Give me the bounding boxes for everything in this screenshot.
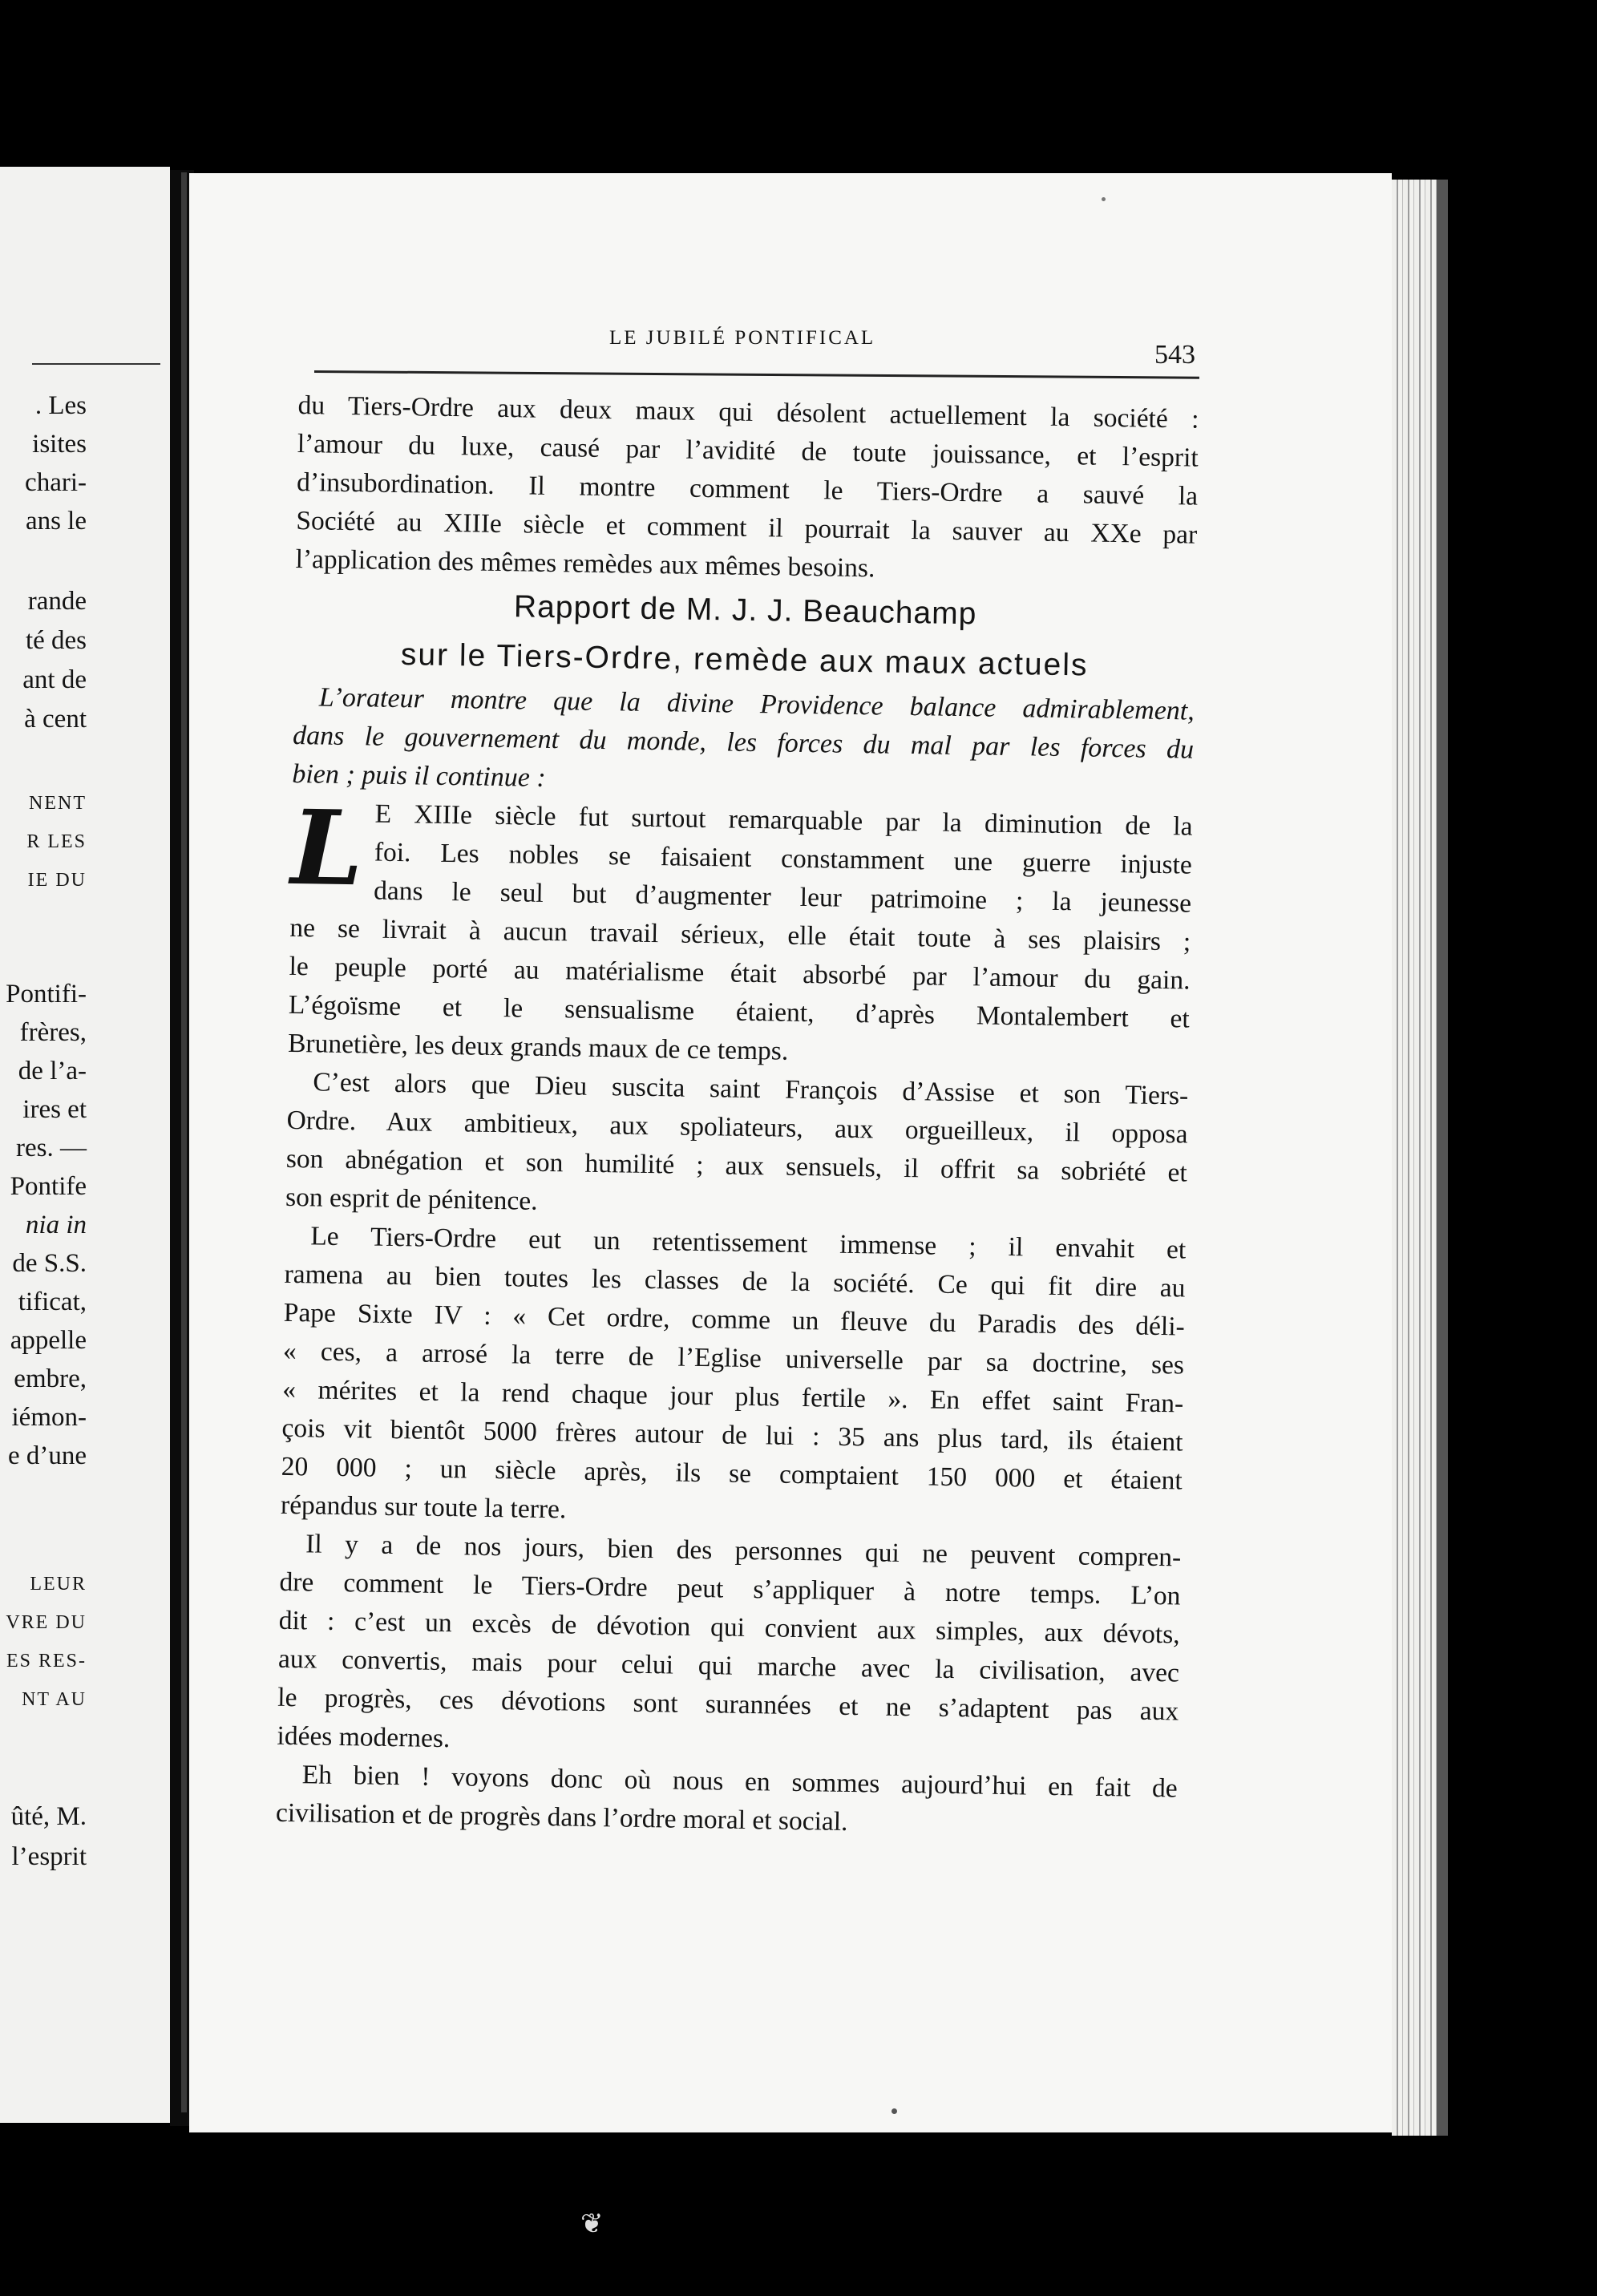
left-page-line: rande <box>27 587 87 616</box>
paragraph-continued <box>295 386 1199 593</box>
left-page-line: tificat, <box>18 1287 87 1316</box>
text-line: le progrès, ces dévotions sont surannées et ne s’adaptent pas aux <box>277 1682 1179 1727</box>
left-page-line: ans le <box>25 507 87 536</box>
left-page-line: IE DU <box>27 870 87 891</box>
text-line: ramena au bien toutes les classes de la société. Ce qui fit dire au <box>284 1259 1186 1304</box>
text-line: Brunetière, les deux grands maux de ce temps. <box>287 1028 789 1066</box>
paragraph <box>276 1756 1178 1847</box>
text-line: çois vit bientôt 5000 frères autour de lui : 35 ans plus tard, ils étaient <box>281 1413 1183 1457</box>
text-line: aux convertis, mais pour celui qui marche avec la civilisation, avec <box>277 1643 1180 1688</box>
paragraph <box>281 1217 1187 1539</box>
left-page-line: iémon- <box>11 1403 87 1432</box>
text-line: L’égoïsme et le sensualisme étaient, d’après Montalembert et <box>288 989 1191 1034</box>
text-line: son abnégation et son humilité ; aux sensuels, il offrit sa sobriété et <box>285 1143 1188 1188</box>
text-line: Société au XIIIe siècle et comment il pourrait la sauver au XXe par <box>296 505 1198 550</box>
left-page-line: de S.S. <box>12 1249 87 1278</box>
binding-edge <box>181 172 187 2112</box>
left-page-line: té des <box>25 626 87 655</box>
left-page-line: R LES <box>26 831 87 852</box>
text-line: Le Tiers-Ordre eut un retentissement immense ; il envahit et <box>310 1221 1187 1265</box>
page-number: 543 <box>1154 340 1195 370</box>
page-edges <box>1392 180 1437 2136</box>
paragraph-drop-cap <box>287 787 1193 1077</box>
left-page-line: frères, <box>19 1018 87 1047</box>
left-page-line: ant de <box>22 665 87 694</box>
text-line: foi. Les nobles se faisaient constamment une guerre injuste <box>374 837 1193 880</box>
left-page-line: chari- <box>25 468 87 497</box>
text-line: dit : c’est un excès de dévotion qui convient aux simples, aux dévots, <box>278 1605 1180 1650</box>
left-page-line: . Les <box>34 391 87 420</box>
left-page-line: ES RES- <box>6 1651 87 1671</box>
text-line: C’est alors que Dieu suscita saint François d’Assise et son Tiers- <box>313 1067 1189 1111</box>
left-page-line: nia in <box>25 1211 87 1239</box>
left-page-line: VRE DU <box>6 1612 87 1633</box>
left-page-line: l’esprit <box>11 1842 87 1871</box>
paper-speck <box>1102 197 1106 201</box>
section-heading: Rapport de M. J. J. Beauchamp <box>513 589 977 632</box>
text-line: Pape Sixte IV : « Cet ordre, comme un fleuve du Paradis des déli- <box>283 1297 1186 1342</box>
paper-speck <box>891 2108 897 2114</box>
left-page-line: Pontife <box>10 1172 87 1201</box>
left-page-line: isites <box>32 430 87 459</box>
left-page-line: NENT <box>29 793 87 814</box>
text-line: du Tiers-Ordre aux deux maux qui désolent actuellement la société : <box>297 390 1199 435</box>
left-page-line: embre, <box>14 1364 87 1393</box>
left-page-line: LEUR <box>30 1574 87 1595</box>
text-line: « ces, a arrosé la terre de l’Eglise universelle par sa doctrine, ses <box>282 1336 1185 1380</box>
text-line: E XIIIe siècle fut surtout remarquable par la diminution de la <box>374 798 1193 842</box>
left-header-rule <box>32 363 160 365</box>
text-line: son esprit de pénitence. <box>285 1182 538 1216</box>
text-line: 20 000 ; un siècle après, ils se comptaient 150 000 et étaient <box>281 1451 1183 1496</box>
left-page-line: ûté, M. <box>10 1802 87 1831</box>
text-line: Eh bien ! voyons donc où nous en sommes aujourd’hui en fait de <box>301 1760 1178 1804</box>
page-edges-shadow <box>1437 180 1448 2136</box>
paragraph <box>285 1063 1189 1231</box>
text-line: répandus sur toute la terre. <box>280 1490 567 1525</box>
text-line: Ordre. Aux ambitieux, aux spoliateurs, aux orgueilleux, il opposa <box>286 1105 1188 1150</box>
text-line: l’application des mêmes remèdes aux mêmes besoins. <box>295 544 875 584</box>
text-line: « mérites et la rend chaque jour plus fertile ». En effet saint Fran- <box>282 1374 1184 1419</box>
text-line: l’amour du luxe, causé par l’avidité de toute jouissance, et l’esprit <box>297 428 1199 473</box>
text-line: dans le seul but d’augmenter leur patrimoine ; la jeunesse <box>373 875 1192 919</box>
text-line: civilisation et de progrès dans l’ordre moral et social. <box>275 1797 848 1837</box>
left-page-line: NT AU <box>22 1689 87 1710</box>
paragraph <box>277 1525 1181 1770</box>
scan-artifact-icon: ❦ <box>580 2208 604 2240</box>
text-line: idées modernes. <box>277 1720 451 1754</box>
drop-cap-letter: L <box>289 787 365 910</box>
text-line: le peuple porté au matérialisme était absorbé par l’amour du gain. <box>289 951 1191 996</box>
text-line: L’orateur montre que la divine Providence balance admirablement, <box>318 682 1195 726</box>
section-subheading: sur le Tiers-Ordre, remède aux maux actuels <box>400 637 1089 683</box>
text-line: dre comment le Tiers-Ordre peut s’appliquer à notre temps. L’on <box>279 1566 1181 1611</box>
page-body <box>276 386 1199 1846</box>
text-line: d’insubordination. Il montre comment le Tiers-Ordre a sauvé la <box>296 467 1199 511</box>
left-page-line: e d’une <box>7 1441 87 1470</box>
left-page-line: à cent <box>24 705 87 734</box>
text-line: Il y a de nos jours, bien des personnes qui ne peuvent compren- <box>305 1529 1182 1573</box>
left-page-fragment <box>0 167 170 2123</box>
left-page-line: ires et <box>22 1095 87 1124</box>
text-line: dans le gouvernement du monde, les forces du mal par les forces du <box>292 720 1195 765</box>
left-page-line: de l’a- <box>18 1057 87 1085</box>
intro-paragraph <box>292 678 1195 808</box>
text-line: bien ; puis il continue : <box>292 758 546 793</box>
left-page-line: Pontifi- <box>6 980 87 1009</box>
left-page-line: appelle <box>10 1326 87 1355</box>
left-page-line: res. — <box>16 1134 87 1162</box>
running-header: LE JUBILÉ PONTIFICAL <box>609 327 876 349</box>
text-line: ne se livrait à aucun travail sérieux, elle était toute à ses plaisirs ; <box>289 912 1191 957</box>
